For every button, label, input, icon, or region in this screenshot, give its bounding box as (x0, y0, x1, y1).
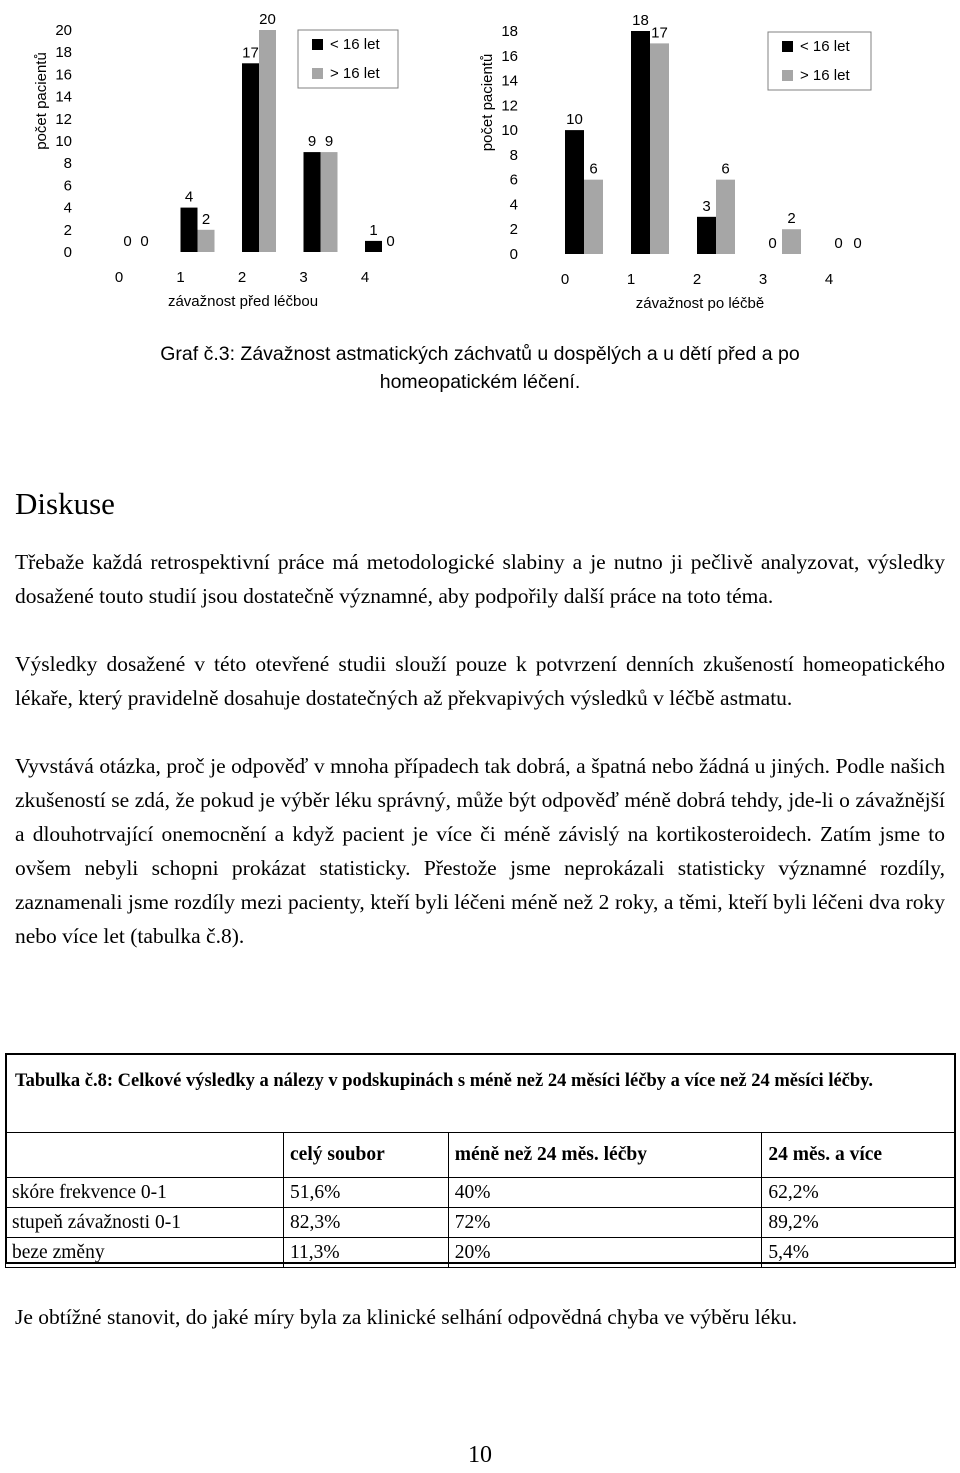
y-axis-title: počet pacientů (479, 53, 496, 152)
table-header-cell: celý soubor (284, 1133, 449, 1178)
y-tick-label: 6 (63, 177, 72, 195)
y-tick-label: 16 (501, 47, 518, 65)
table-cell: skóre frekvence 0-1 (6, 1178, 284, 1208)
x-tick-label: 0 (560, 271, 570, 288)
y-tick-label: 18 (55, 44, 72, 62)
data-label: 0 (768, 235, 777, 252)
bar (181, 208, 198, 252)
data-label: 18 (632, 12, 649, 29)
y-tick-label: 14 (501, 72, 518, 90)
bar (584, 180, 603, 254)
table-cell: 51,6% (284, 1178, 449, 1208)
x-tick-label: 0 (114, 269, 124, 286)
data-label: 3 (702, 197, 711, 215)
data-label: 2 (201, 210, 211, 228)
x-tick-label: 4 (824, 271, 834, 288)
table-cell: 5,4% (762, 1238, 956, 1268)
page-number: 10 (468, 1442, 492, 1468)
table-header-row (6, 1133, 956, 1178)
y-tick-label: 0 (63, 244, 72, 261)
data-label: 17 (242, 44, 259, 62)
table-cell: 40% (448, 1178, 762, 1208)
y-tick-label: 2 (509, 221, 518, 239)
x-tick-label: 2 (237, 269, 247, 286)
bar (365, 241, 382, 252)
table-cell: 82,3% (284, 1208, 449, 1238)
y-tick-label: 2 (63, 221, 72, 239)
data-label: 0 (123, 233, 132, 250)
legend-swatch (782, 41, 793, 52)
paragraph-2: Výsledky dosažené v této otevřené studii slouží pouze k potvrzení denních zkušeností homeopatického lékaře, který pravidelně dosahuje dostatečných až překvapivých výsledků v léčbě astmatu. (15, 652, 945, 710)
y-axis-title: počet pacientů (33, 52, 50, 150)
severity-charts (0, 0, 960, 330)
table-cell: 72% (448, 1208, 762, 1238)
table-row (6, 1238, 956, 1268)
y-tick-label: 12 (55, 110, 72, 128)
y-tick-label: 6 (509, 171, 518, 189)
legend-swatch (782, 70, 793, 81)
table-header-cell: 24 měs. a více (762, 1133, 956, 1178)
y-tick-label: 16 (55, 66, 72, 84)
legend-label: < 16 let (800, 38, 850, 55)
table-cell: 20% (448, 1238, 762, 1268)
bar (631, 31, 650, 254)
x-tick-label: 3 (758, 271, 768, 288)
y-tick-label: 12 (501, 97, 518, 115)
y-tick-label: 4 (63, 199, 72, 217)
x-tick-label: 1 (626, 271, 636, 288)
table-cell: 11,3% (284, 1238, 449, 1268)
bar (198, 230, 215, 252)
table-cell: 62,2% (762, 1178, 956, 1208)
y-tick-label: 10 (55, 133, 72, 150)
data-label: 0 (386, 233, 395, 250)
y-tick-label: 20 (55, 22, 72, 39)
y-tick-label: 10 (501, 122, 518, 140)
x-tick-label: 3 (299, 269, 308, 286)
y-tick-label: 8 (63, 155, 72, 173)
paragraph-4: Je obtížné stanovit, do jaké míry byla za klinické selhání odpovědná chyba ve výběru léku. (15, 1305, 798, 1329)
bar (565, 130, 584, 254)
data-label: 2 (787, 210, 796, 228)
bar (782, 229, 801, 254)
chart-after-treatment (479, 12, 871, 312)
data-label: 0 (834, 235, 843, 252)
legend-swatch (312, 39, 323, 50)
y-tick-label: 14 (55, 88, 72, 106)
legend-label: > 16 let (800, 67, 850, 84)
bar (716, 180, 735, 254)
data-label: 9 (307, 133, 317, 151)
table-cell: 89,2% (762, 1208, 956, 1238)
chart-before-treatment (33, 11, 398, 310)
legend-swatch (312, 68, 323, 79)
figure-caption: Graf č.3: Závažnost astmatických záchvatů u dospělých a u dětí před a po homeopatickém léčení. (160, 343, 800, 393)
data-label: 1 (369, 221, 378, 239)
data-label: 0 (853, 235, 862, 252)
bar (321, 152, 338, 252)
table-cell: beze změny (6, 1238, 284, 1268)
section-heading: Diskuse (15, 486, 115, 521)
table-caption: Tabulka č.8: Celkové výsledky a nálezy v podskupinách s méně než 24 měsíci léčby a více než 24 měsíci léčby. (15, 1071, 874, 1091)
bar (304, 152, 321, 252)
results-table-box (5, 1053, 956, 1264)
x-axis-title: závažnost před léčbou (167, 293, 319, 310)
bar (697, 217, 716, 254)
y-tick-label: 18 (501, 23, 518, 40)
table-cell: stupeň závažnosti 0-1 (6, 1208, 284, 1238)
data-label: 6 (721, 160, 730, 178)
data-label: 4 (184, 188, 194, 206)
table-row (6, 1208, 956, 1238)
y-tick-label: 8 (509, 146, 518, 164)
data-label: 10 (566, 111, 583, 129)
x-axis-title: závažnost po léčbě (635, 295, 765, 312)
bar (650, 43, 669, 254)
x-tick-label: 1 (176, 269, 185, 286)
y-tick-label: 4 (509, 196, 518, 214)
y-tick-label: 0 (509, 246, 518, 263)
paragraph-1: Třebaže každá retrospektivní práce má metodologické slabiny a je nutno ji pečlivě analyzovat, výsledky dosažené touto studií jsou dostatečně významné, aby podpořily další práce na toto téma. (15, 550, 945, 608)
data-label: 17 (651, 24, 668, 42)
data-label: 0 (140, 233, 149, 250)
bar (242, 63, 259, 252)
legend-label: > 16 let (330, 65, 380, 82)
table-header-cell: méně než 24 měs. léčby (448, 1133, 762, 1178)
table-header-cell (6, 1133, 284, 1178)
paragraph-3: Vyvstává otázka, proč je odpověď v mnoha případech tak dobrá, a špatná nebo žádná u jiných. Podle našich zkušeností se zdá, že pokud je výběr léku správný, může být odpověď méně dobrá tehdy, jde-li o závažnější a dlouhotrvající onemocnění a když pacient je více či méně závislý na kortikosteroidech. Zatím jsme to ovšem nebyli schopni prokázat statisticky. Přestože jsme neprokázali statisticky významné rozdíly, zaznamenali jsme rozdíly mezi pacienty, kteří byli léčeni méně než 2 roky, a těmi, kteří byli léčeni dva roky nebo více let (tabulka č.8). (15, 754, 945, 948)
x-tick-label: 2 (692, 271, 702, 288)
bar (259, 30, 276, 252)
data-label: 6 (589, 160, 598, 178)
data-label: 9 (324, 133, 334, 151)
results-table (5, 1132, 956, 1268)
data-label: 20 (259, 11, 276, 28)
legend-label: < 16 let (330, 36, 380, 53)
x-tick-label: 4 (360, 269, 370, 286)
table-row (6, 1178, 956, 1208)
